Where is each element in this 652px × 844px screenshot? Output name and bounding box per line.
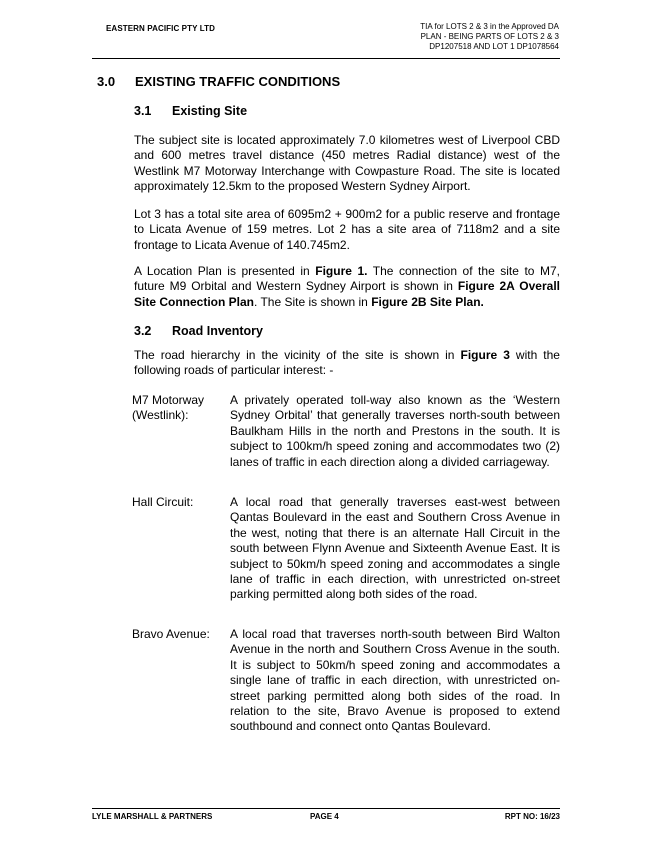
footer-page-number: PAGE 4	[310, 812, 339, 821]
header-ref-line-1: TIA for LOTS 2 & 3 in the Approved DA	[420, 22, 559, 31]
road-term-line: Bravo Avenue:	[132, 627, 210, 641]
subsection-title: Existing Site	[172, 104, 248, 118]
header-company: EASTERN PACIFIC PTY LTD	[106, 24, 215, 33]
footer-divider	[92, 808, 560, 809]
subsection-title: Road Inventory	[172, 324, 263, 338]
section-heading	[97, 74, 340, 89]
road-term-bravo-avenue	[132, 627, 227, 642]
road-term-line: M7 Motorway	[132, 393, 205, 407]
paragraph-site-location: The subject site is located approximately 7.0 kilometres west of Liverpool CBD and 600 metres travel distance (450 metres Radial distance) west of the Westlink M7 Motorway Interchange with Cowpasture Road. The site is located approximately 12.5km to the proposed Western Sydney Airport.	[134, 133, 560, 194]
section-number: 3.0	[97, 74, 116, 89]
road-description-m7: A privately operated toll-way also known as the ‘Western Sydney Orbital’ that generally traverses north-south between Baulkham Hills in the north and Prestons in the south. It is subject to 100km/h speed zoning and accommodates two (2) lanes of traffic in each direction along a divided carriageway.	[230, 393, 560, 469]
road-term-line: (Westlink):	[132, 408, 189, 423]
road-term-m7	[132, 393, 227, 424]
text-run: . The Site is shown in	[254, 294, 372, 309]
road-description-bravo-avenue: A local road that traverses north-south between Bird Walton Avenue in the north and Southern Cross Avenue in the south. It is subject to 50km/h speed zoning and accommodates a single lane of traffic in each direction, with unrestricted on-street parking permitted along both sides of the road. In relation to the site, Bravo Avenue is proposed to extend southbound and connect onto Qantas Boulevard.	[230, 627, 560, 734]
figure-reference: Figure 2B Site Plan.	[371, 294, 484, 309]
header-ref-line-2: PLAN - BEING PARTS OF LOTS 2 & 3	[420, 32, 559, 41]
section-title: EXISTING TRAFFIC CONDITIONS	[135, 74, 341, 89]
paragraph-road-hierarchy	[134, 348, 560, 379]
subsection-heading-existing-site	[134, 104, 247, 118]
figure-reference: Figure 1.	[315, 264, 368, 278]
road-description-hall-circuit: A local road that generally traverses east-west between Qantas Boulevard in the east and Southern Cross Avenue in the west, noting that there is an alternate Hall Circuit in the south between Flynn Avenue and Sixteenth Avenue East. It is subject to 50km/h speed zoning and accommodates a single lane of traffic in each direction, with unrestricted on-street parking permitted along both sides of the road.	[230, 495, 560, 602]
road-term-hall-circuit	[132, 495, 227, 510]
footer-report-number: RPT NO: 16/23	[504, 812, 560, 821]
paragraph-figures	[134, 264, 560, 310]
text-run: The connection of the site to M7, future M9 Orbital and Western Sydney Airport is shown in	[134, 264, 560, 294]
paragraph-site-area: Lot 3 has a total site area of 6095m2 + 900m2 for a public reserve and frontage to Licata Avenue of 159 metres. Lot 2 has a site area of 7118m2 and a site frontage to Licata Avenue of 140.745m2.	[134, 207, 560, 252]
header-divider	[92, 58, 560, 59]
subsection-number: 3.2	[134, 324, 152, 338]
header-reference	[420, 22, 559, 52]
figure-reference: Figure 2A Overall Site Connection Plan	[134, 279, 560, 309]
footer-firm: LYLE MARSHALL & PARTNERS	[92, 812, 213, 821]
header-ref-line-3: DP1207518 AND LOT 1 DP1078564	[429, 42, 559, 51]
subsection-number: 3.1	[134, 104, 152, 118]
text-run: A Location Plan is presented in	[134, 264, 316, 278]
road-term-line: Hall Circuit:	[132, 495, 194, 509]
subsection-heading-road-inventory	[134, 324, 263, 338]
figure-reference: Figure 3	[460, 348, 510, 362]
text-run: The road hierarchy in the vicinity of the site is shown in	[134, 348, 461, 362]
text-run: with the following roads of particular interest: -	[134, 348, 560, 378]
